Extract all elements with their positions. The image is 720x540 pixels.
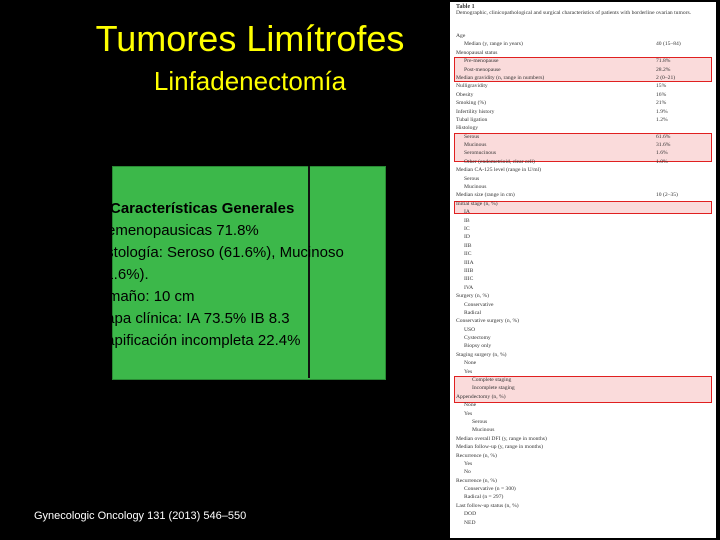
table-row-value: [656, 166, 710, 174]
table-row-label: Radical: [464, 309, 482, 316]
table-row: [456, 493, 710, 501]
table-row-value: [656, 301, 710, 309]
citation: Gynecologic Oncology 131 (2013) 546–550: [34, 510, 247, 522]
table-row: [456, 426, 710, 434]
table-row-value: [656, 259, 710, 267]
table-row-label: No: [464, 469, 471, 476]
table-row-value: 15%: [656, 83, 667, 90]
table-row-value: [656, 410, 710, 418]
slide-title: Tumores Limítrofes: [95, 18, 405, 59]
table-row: [456, 376, 710, 384]
table-row: [456, 225, 710, 233]
table-row: [456, 443, 710, 451]
table-row: [456, 393, 710, 401]
table-row: [456, 141, 710, 149]
table-row: [456, 485, 710, 493]
table-row-value: 71.8%: [656, 58, 671, 65]
table-row-label: Histology: [456, 125, 479, 132]
table-row: [456, 217, 710, 225]
table-row-value: [656, 317, 710, 325]
table-row-value: 10 (2–35): [656, 192, 678, 199]
table-row-value: [656, 401, 710, 409]
table-row-label: Staging surgery (n, %): [456, 351, 507, 358]
table-row: [456, 116, 710, 124]
table-row-value: [656, 376, 710, 384]
table-row-label: Median follow-up (y, range in months): [456, 444, 543, 451]
table-row-label: IC: [464, 225, 470, 232]
table-row-label: Other (endometrioid, clear cell): [464, 158, 535, 165]
table-row-label: Recurrence (n, %): [456, 477, 497, 484]
table-row: [456, 158, 710, 166]
table-row-label: Serous: [464, 175, 480, 182]
table-row-label: Obesity: [456, 91, 474, 98]
table-row: [456, 326, 710, 334]
table-row: [456, 149, 710, 157]
table-row-label: Cystectomy: [464, 335, 491, 342]
table-row-value: [656, 510, 710, 518]
table-row-value: [656, 233, 710, 241]
table-row: [456, 200, 710, 208]
table-row: [456, 259, 710, 267]
summary-item: 4. Etapa clínica: IA 73.5% IB 8.3: [90, 308, 362, 330]
table-row: [456, 452, 710, 460]
table-row: [456, 82, 710, 90]
table-row: [456, 267, 710, 275]
table-row-label: IIB: [464, 242, 472, 249]
table-row: [456, 477, 710, 485]
table-row-label: IB: [464, 217, 470, 224]
table-row-label: Infertility history: [456, 108, 495, 115]
table-rows: [456, 32, 710, 527]
table-row: [456, 57, 710, 65]
table-row: [456, 208, 710, 216]
table-row-label: IIIC: [464, 276, 474, 283]
table-row-label: Conservative: [464, 301, 494, 308]
table-row: [456, 317, 710, 325]
table-row: [456, 368, 710, 376]
table-row-value: 31.6%: [656, 142, 671, 149]
summary-list: [62, 220, 362, 352]
table-row: [456, 309, 710, 317]
summary-item: 3. Tamaño: 10 cm: [90, 286, 362, 308]
table-row: [456, 183, 710, 191]
table-row: [456, 342, 710, 350]
table-row-value: [656, 309, 710, 317]
table-row: [456, 91, 710, 99]
table-row-value: [656, 477, 710, 485]
table-row-label: Mucinous: [464, 184, 487, 191]
table-row-value: [656, 426, 710, 434]
table-row-value: [656, 342, 710, 350]
table-row: [456, 519, 710, 527]
table-row-label: IIIA: [464, 259, 474, 266]
table-row-label: Yes: [464, 460, 473, 467]
table-row-value: [656, 284, 710, 292]
table-row: [456, 49, 710, 57]
table-row: [456, 301, 710, 309]
table-row: [456, 99, 710, 107]
summary-panel: [62, 198, 362, 352]
table-row-label: Conservative surgery (n, %): [456, 318, 519, 325]
table-row-label: Serous: [472, 418, 488, 425]
table-row-value: [656, 292, 710, 300]
table-row-label: Incomplete staging: [472, 385, 515, 392]
table-row-value: [656, 208, 710, 216]
table-row-label: Recurrence (n, %): [456, 452, 497, 459]
table-row: [456, 275, 710, 283]
table-row: [456, 384, 710, 392]
table-row-label: Nulligravidity: [456, 83, 488, 90]
table-row: [456, 418, 710, 426]
table-row-label: USO: [464, 326, 476, 333]
table-row-value: [656, 468, 710, 476]
table-row-label: Last follow-up status (n, %): [456, 502, 519, 509]
table-row-label: IA: [464, 209, 470, 216]
table-row: [456, 334, 710, 342]
table-row-label: Surgery (n, %): [456, 293, 489, 300]
table-row: [456, 32, 710, 40]
table-row: [456, 292, 710, 300]
table-row-value: [656, 242, 710, 250]
table-row-label: Median (y, range in years): [464, 41, 523, 48]
table-row-value: 1.2%: [656, 116, 668, 123]
paper-table-image: [450, 2, 716, 538]
table-row-label: Conservative (n = 300): [464, 486, 516, 493]
table-row: [456, 124, 710, 132]
table-row-label: Tubal ligation: [456, 116, 488, 123]
table-row-label: Median overall DFI (y, range in months): [456, 435, 547, 442]
table-row-value: [656, 275, 710, 283]
table-row-label: Age: [456, 33, 466, 39]
table-row-value: 1.9%: [656, 108, 668, 115]
table-row: [456, 233, 710, 241]
table-row-value: [656, 443, 710, 451]
table-row-label: Median size (range in cm): [456, 192, 515, 199]
table-row-value: 1.0%: [656, 158, 668, 165]
table-row-label: ID: [464, 234, 470, 241]
table-row: [456, 435, 710, 443]
table-row-label: Median CA-125 level (range in U/ml): [456, 167, 541, 174]
table-row: [456, 74, 710, 82]
table-row-value: [656, 485, 710, 493]
table-row-value: [656, 200, 710, 208]
table-row-value: 1.6%: [656, 150, 668, 157]
summary-heading: Características Generales: [110, 200, 295, 217]
table-row-value: [656, 183, 710, 191]
table-row-value: 21%: [656, 100, 667, 107]
table-row: [456, 175, 710, 183]
slide-subtitle: Linfadenectomía: [153, 66, 347, 96]
table-row-label: Mucinous: [464, 142, 487, 149]
table-row-value: [656, 267, 710, 275]
table-row-label: Pre-menopause: [464, 58, 499, 65]
table-row: [456, 108, 710, 116]
table-row-label: None: [464, 360, 477, 367]
table-row: [456, 510, 710, 518]
table-row: [456, 166, 710, 174]
table-row-label: IIC: [464, 251, 472, 258]
table-row-label: Menopausal status: [456, 49, 498, 56]
table-row-value: 2 (0–21): [656, 74, 676, 81]
table-row-label: Seromucinous: [464, 150, 497, 157]
table-row: [456, 133, 710, 141]
table-row-value: [656, 519, 710, 527]
table-row-label: Yes: [464, 410, 473, 417]
table-row-value: [656, 334, 710, 342]
table-row: [456, 250, 710, 258]
table-row-value: [656, 32, 710, 40]
table-label: Table 1: [456, 4, 475, 10]
table-caption: Demographic, clinicopathological and surgical characteristics of patients with borderline ovarian tumors.: [456, 10, 692, 16]
table-row-label: Smoking (%): [456, 100, 486, 107]
table-row-label: Median gravidity (n, range in numbers): [456, 74, 545, 81]
table-row-value: [656, 217, 710, 225]
table-row-label: NED: [464, 519, 476, 526]
table-row-value: [656, 225, 710, 233]
table-row-value: 16%: [656, 91, 667, 98]
table-row-value: [656, 175, 710, 183]
table-row-value: [656, 250, 710, 258]
table-row-value: [656, 49, 710, 57]
table-row-value: 40 (15–84): [656, 41, 681, 48]
table-row: [456, 191, 710, 199]
table-row-label: Initial stage (n, %): [456, 200, 498, 207]
table-row-label: Biopsy only: [464, 343, 492, 350]
table-row-label: IVA: [464, 284, 474, 291]
table-row-label: Serous: [464, 133, 480, 140]
table-row-label: Appendectomy (n, %): [456, 393, 506, 400]
table-row-value: [656, 418, 710, 426]
table-row-value: [656, 493, 710, 501]
table-row-value: [656, 351, 710, 359]
table-row: [456, 284, 710, 292]
table-row-value: [656, 460, 710, 468]
table-row-value: 61.6%: [656, 133, 671, 140]
table-row-label: Mucinous: [472, 427, 495, 434]
table-row-label: Complete staging: [472, 377, 512, 384]
table-row-value: 28.2%: [656, 66, 671, 73]
table-row-value: [656, 326, 710, 334]
table-row-label: Post-menopause: [464, 66, 501, 73]
table-row: [456, 66, 710, 74]
table-row-value: [656, 452, 710, 460]
table-row-label: Yes: [464, 368, 473, 375]
summary-item: 1. Premenopausicas 71.8%: [90, 220, 362, 242]
table-row: [456, 351, 710, 359]
table-row-label: IIIB: [464, 267, 474, 274]
table-row: [456, 359, 710, 367]
table-row: [456, 401, 710, 409]
table-row: [456, 460, 710, 468]
table-row-label: None: [464, 402, 477, 409]
table-row: [456, 502, 710, 510]
summary-item: 5. Etapificación incompleta 22.4%: [90, 330, 362, 352]
table-row-label: Radical (n = 297): [464, 494, 504, 501]
table-row-label: DOD: [464, 511, 477, 518]
table-row-value: [656, 359, 710, 367]
table-row: [456, 242, 710, 250]
table-row-value: [656, 435, 710, 443]
table-row-value: [656, 502, 710, 510]
table-row: [456, 410, 710, 418]
summary-item: 2. Histología: Seroso (61.6%), Mucinoso (31.6%).: [90, 242, 362, 286]
table-row-value: [656, 384, 710, 392]
table-row-value: [656, 368, 710, 376]
table-row: [456, 468, 710, 476]
table-row: [456, 40, 710, 48]
table-row-value: [656, 124, 710, 132]
table-row-value: [656, 393, 710, 401]
